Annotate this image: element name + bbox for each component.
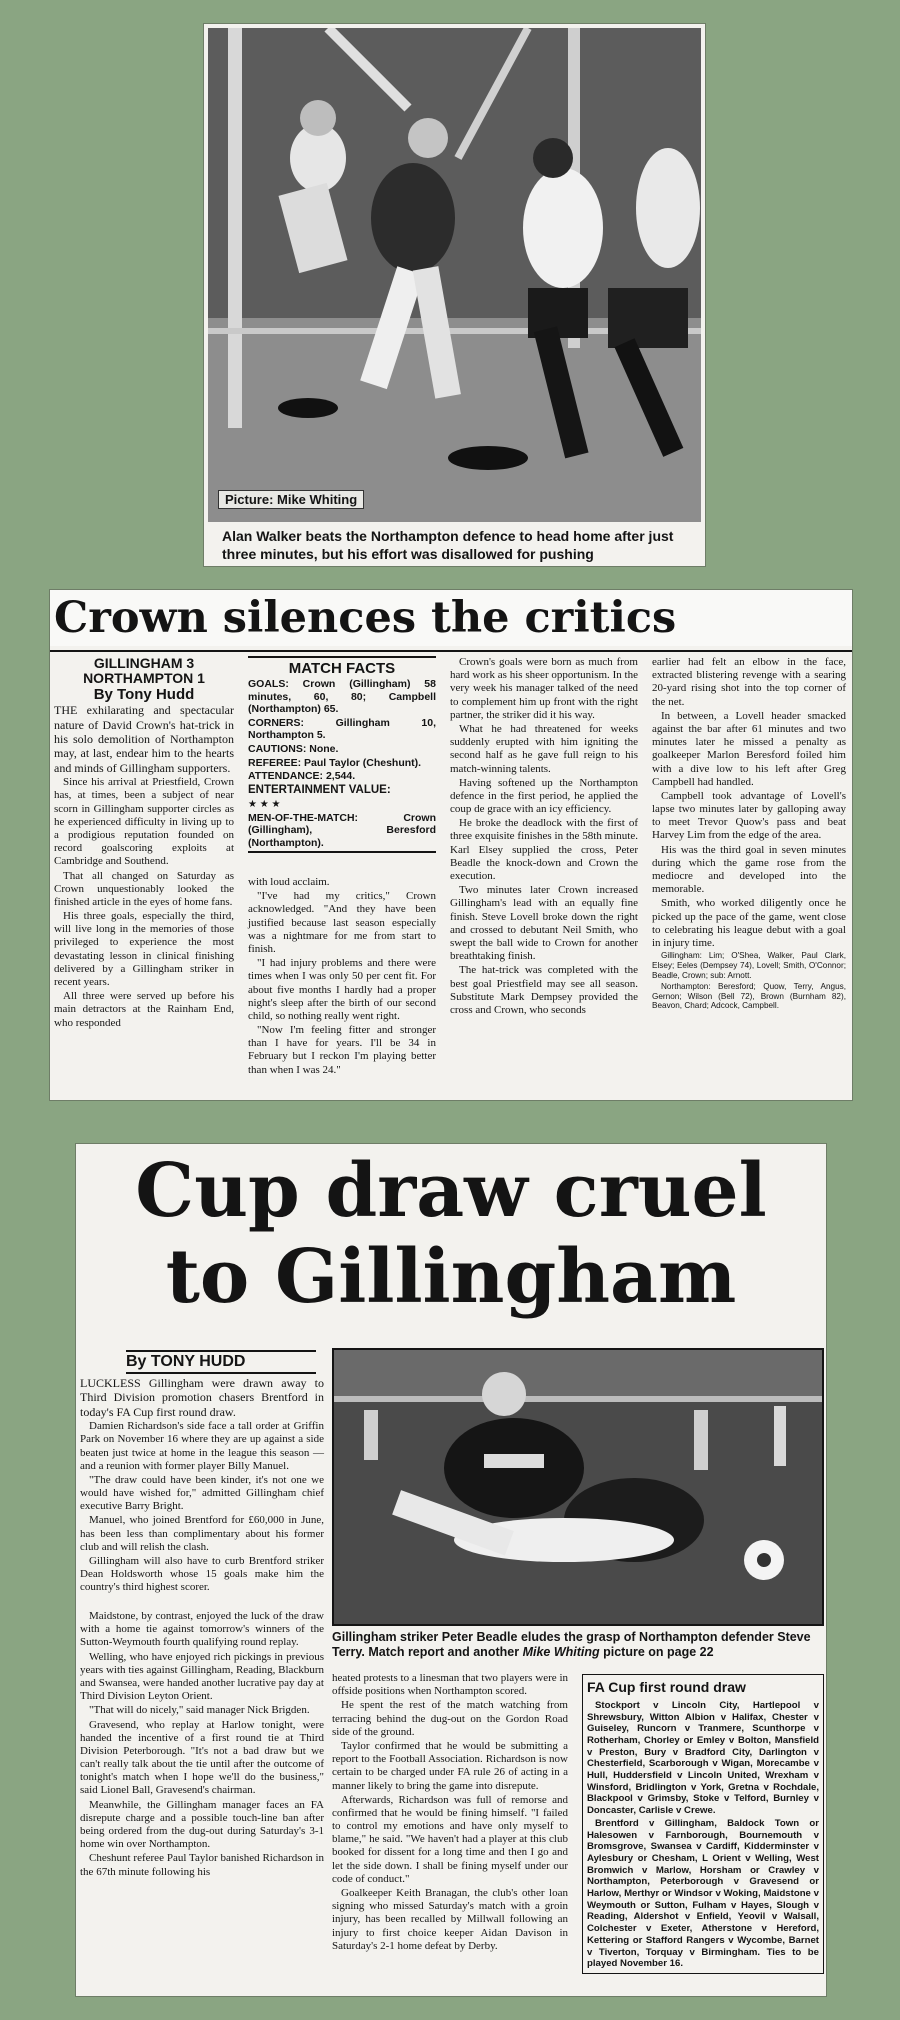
match-report-clipping xyxy=(50,590,852,1100)
cup-paragraph: Cheshunt referee Paul Taylor banished Richardson in the 67th minute following his xyxy=(80,1852,324,1878)
cup-paragraph: heated protests to a linesman that two players were in offside positions when Northampton scored. xyxy=(332,1672,568,1698)
cup-paragraph: Goalkeeper Keith Branagan, the club's other loan signing who missed Saturday's match with a groin injury, has been recalled by Millwall following an injury to first choice keeper Aidan Davison in Saturday's 2-1 home defeat by Derby. xyxy=(332,1887,568,1952)
report-column-4 xyxy=(652,656,846,1012)
cup-paragraph: Maidstone, by contrast, enjoyed the luck of the draw with a home tie against tomorrow's winners of the Sutton-Weymouth fourth qualifying round replay. xyxy=(80,1610,324,1649)
cup-paragraph: He spent the rest of the match watching from terracing behind the dug-out on the Gordon Road side of the ground. xyxy=(332,1699,568,1738)
report-paragraph: Two minutes later Crown increased Gillingham's lead with an equally fine finish. Steve Lovell broke down the right and crossed to debutant Neil Smith, who swept the ball wide to Crown for another breathtaking finish. xyxy=(450,884,638,963)
cup-column-2 xyxy=(332,1672,568,1954)
report-paragraph: THE exhilarating and spectacular nature of David Crown's hat-trick in his solo demolition of Northampton may, at last, endear him to the hearts and minds of Gillingham supporters. xyxy=(54,703,234,775)
report-paragraph: What he had threatened for weeks suddenly erupted with him igniting the second half as he gave full reign to his match-winning talents. xyxy=(450,722,638,775)
match-photo-header xyxy=(208,28,701,522)
report-column-3 xyxy=(450,656,638,1018)
cup-paragraph: Gillingham will also have to curb Brentford striker Dean Holdsworth whose 15 goals make him the country's third highest scorer. xyxy=(80,1555,324,1594)
report-paragraph: earlier had felt an elbow in the face, extracted blistering revenge with a searing 20-yard rising shot into the top corner of the net. xyxy=(652,656,846,708)
cup-paragraph: Manuel, who joined Brentford for £60,000 in June, has been less than complimentary about his former club and will relish the clash. xyxy=(80,1514,324,1553)
cup-draw-clipping xyxy=(76,1144,826,1996)
fa-cup-draw-box xyxy=(582,1674,824,1974)
lineup-northampton: Northampton: Beresford; Quow, Terry, Angus, Gernon; Wilson (Bell 72), Brown (Burnham 82), Beavon, Chard; Adcock, Campbell. xyxy=(652,981,846,1011)
draw-heading: FA Cup first round draw xyxy=(587,1679,746,1695)
beadle-caption: Gillingham striker Peter Beadle eludes the grasp of Northampton defender Steve Terry. Match report and another Mike Whiting picture on page 22 xyxy=(332,1630,811,1659)
report-paragraph: His three goals, especially the third, will live long in the memories of those privileged to experience the most devastating lesson in clinical finishing delivered by a Gillingham striker in recent years. xyxy=(54,910,234,989)
scoreline-away: NORTHAMPTON 1 xyxy=(83,670,205,687)
report-paragraph: with loud acclaim. xyxy=(248,876,330,888)
match-facts-goals: GOALS: Crown (Gillingham) 58 minutes, 60, 80; Campbell (Northampton) 65. xyxy=(248,678,436,716)
cup-paragraph: Gravesend, who replay at Harlow tonight, were handed the incentive of a first round tie at Third Division Peterborough. "It's not a bad draw but we can't really talk about the tie until after the outcome of tonight's match when I hope we'll do the business," said Lionel Ball, Gravesend's chairman. xyxy=(80,1718,324,1797)
draw-paragraph: Brentford v Gillingham, Baldock Town or Halesowen v Farnborough, Bournemouth v Bromsgrove, Swansea v Cardiff, Kidderminster v Aylesbury or Chesham, L Orient v Welling, West Bromwich v Marlow, Horsham or Crawley v Northampton, Peterborough v Gravesend or Harlow, Merthyr or Windsor v Woking, Maidstone v Weymouth or Sutton, Fulham v Hayes, Slough v Reading, Aldershot v Enfield, Yeovil v Walsall, Colchester v Exeter, Atherstone v Hereford, Kettering or Stafford Rangers v Wycombe, Barnet v Tiverton, Torquay v Birmingham. Ties to be played November 16. xyxy=(587,1817,819,1970)
match-facts-referee: REFEREE: Paul Taylor (Cheshunt). xyxy=(248,756,422,769)
headline-rule xyxy=(50,650,852,652)
cup-paragraph: Afterwards, Richardson was full of remorse and confirmed that he would be fining himself. "I failed to control my emotions and have only myself to blame," he said. "We haven't had a player at this club booked for dissent for a long time and then I go and let the side down. I shall be fining myself under our code of conduct." xyxy=(332,1793,568,1885)
report-paragraph: The hat-trick was completed with the best goal Priestfield may see all season. Substitute Mark Dempsey provided the cross and Crown, who seconds xyxy=(450,964,638,1016)
report-paragraph: Since his arrival at Priestfield, Crown has, at times, been a subject of near scorn in Gillingham supporter circles as he experienced difficulty in living up to a prodigious reputation founded on record goalscoring exploits at Cambridge and Southend. xyxy=(54,776,234,868)
byline: By Tony Hudd xyxy=(93,685,195,703)
cup-paragraph: "The draw could have been kinder, it's not one we would have wished for," admitted Gillingham chief executive Barry Bright. xyxy=(80,1473,324,1513)
match-facts-men-of-match: MEN-OF-THE-MATCH: Crown (Gillingham), Beresford (Northampton). xyxy=(248,811,436,849)
cup-paragraph: Taylor confirmed that he would be submitting a report to the Football Association. Richardson is now certain to be charged under FA rule 26 of acting in a manner likely to bring the game into disrepute. xyxy=(332,1739,568,1792)
cup-paragraph: Damien Richardson's side face a tall order at Griffin Park on November 16 where they are up against a side beaten just twice at home in the league this season — and a reunion with former player Billy Manuel. xyxy=(80,1420,324,1472)
report-paragraph: In between, a Lovell header smacked against the bar after 61 minutes and two minutes later he missed a penalty as goalkeeper Marlon Beresford foiled him with a dive low to his left after Greg Campbell had handled. xyxy=(652,709,846,788)
headline-line-1: Cup draw cruel xyxy=(135,1148,767,1234)
draw-paragraph: Stockport v Lincoln City, Hartlepool v Shrewsbury, Witton Albion v Halifax, Chester v Guiseley, Runcorn v Tranmere, Scunthorpe v Rotherham, Chorley or Emley v Bolton, Mansfield v Preston, Bury v Bradford City, Darlington v Chesterfield, Scarborough v Wigan, Morecambe v Hull, Huddersfield v Lincoln United, Wrexham v Winsford, Bridlington v York, Gretna v Rochdale, Blackpool v Grimsby, Stoke v Telford, Burnley v Doncaster, Carlisle v Crewe. xyxy=(587,1699,819,1817)
report-paragraph: Crown's goals were born as much from hard work as his sheer opportunism. In the very week his manager talked of the need to complement him up front with the right partner, the striker did it his way. xyxy=(450,656,638,721)
report-paragraph: Campbell took advantage of Lovell's lapse two minutes later by galloping away to meet Trevor Quow's pass and beat Harvey Lim from the edge of the area. xyxy=(652,789,846,842)
beadle-action-image xyxy=(334,1350,822,1624)
headline: Crown silences the critics xyxy=(50,590,852,646)
report-paragraph: "I've had my critics," Crown acknowledged. "And they have been justified because last season especially was a nightmare for me from start to finish. xyxy=(248,890,436,955)
match-facts-stars: ★ ★ ★ xyxy=(248,798,281,810)
cup-column-1-bottom xyxy=(80,1610,324,1880)
match-facts-attendance: ATTENDANCE: 2,544. xyxy=(248,770,356,783)
report-paragraph: Smith, who worked diligently once he picked up the pace of the game, went close to celebrating his league debut with a goal in injury time. xyxy=(652,897,846,949)
report-paragraph: "Now I'm feeling fitter and stronger than I have for years. I'll be 34 in February but I reckon I'm playing better than when I was 24." xyxy=(248,1024,436,1076)
photo-caption: Alan Walker beats the Northampton defence to head home after just three minutes, but his effort was disallowed for pushing xyxy=(222,528,674,562)
scoreline-home: GILLINGHAM 3 xyxy=(93,655,195,671)
report-paragraph: That all changed on Saturday as Crown unquestionably looked the finished article in the eyes of home fans. xyxy=(54,869,234,908)
match-facts-corners: CORNERS: Gillingham 10, Northampton 5. xyxy=(248,716,436,742)
photo-clipping xyxy=(204,24,705,566)
report-column-1 xyxy=(54,656,234,1031)
beadle-photo xyxy=(332,1348,824,1626)
report-paragraph: All three were served up before his main detractors at the Rainham End, who responded xyxy=(54,990,234,1029)
match-facts-cautions: CAUTIONS: None. xyxy=(248,742,339,755)
headline-line-2: to Gillingham xyxy=(165,1234,737,1320)
match-facts-box xyxy=(248,656,436,855)
byline: By TONY HUDD xyxy=(126,1350,316,1374)
cup-paragraph: LUCKLESS Gillingham were drawn away to Third Division promotion chasers Brentford in today's FA Cup first round draw. xyxy=(80,1376,324,1419)
cup-paragraph: Meanwhile, the Gillingham manager faces an FA disrepute charge and a possible touch-line ban after being ordered from the dug-out during Saturday's 3-1 home win over Northampton. xyxy=(80,1798,324,1851)
cup-paragraph: "That will do nicely," said manager Nick Brigden. xyxy=(89,1704,310,1717)
report-paragraph: Having softened up the Northampton defence in the first period, he applied the coup de grace with an icy efficiency. xyxy=(450,776,638,816)
match-facts-entertainment: ENTERTAINMENT VALUE: xyxy=(248,783,391,796)
photo-credit: Picture: Mike Whiting xyxy=(218,490,364,509)
lineup-gillingham: Gillingham: Lim; O'Shea, Walker, Paul Clark, Elsey; Eeles (Dempsey 74), Lovell; Smith, O'Connor; Beadle, Crown; sub: Arnott. xyxy=(652,951,846,980)
football-action-image xyxy=(208,28,701,522)
cup-paragraph: Welling, who have enjoyed rich pickings in previous years with ties against Gillingham, Reading, Blackburn and Swansea, were handed another lucrative pay day at Third Division Leyton Orient. xyxy=(80,1650,324,1703)
report-paragraph: He broke the deadlock with the first of three exquisite finishes in the 58th minute. Karl Elsey supplied the cross, Peter Beadle the knock-down and Crown the execution. xyxy=(450,817,638,882)
match-facts-heading: MATCH FACTS xyxy=(248,656,436,678)
report-column-2 xyxy=(248,876,436,1078)
cup-column-1-top xyxy=(80,1376,324,1596)
report-paragraph: His was the third goal in seven minutes during which the game rose from the mediocre and developed into the memorable. xyxy=(652,843,846,896)
report-paragraph: "I had injury problems and there were times when I was only 50 per cent fit. For about five months I hardly had a proper night's sleep after the birth of our second child, so nothing really went right. xyxy=(248,957,436,1022)
